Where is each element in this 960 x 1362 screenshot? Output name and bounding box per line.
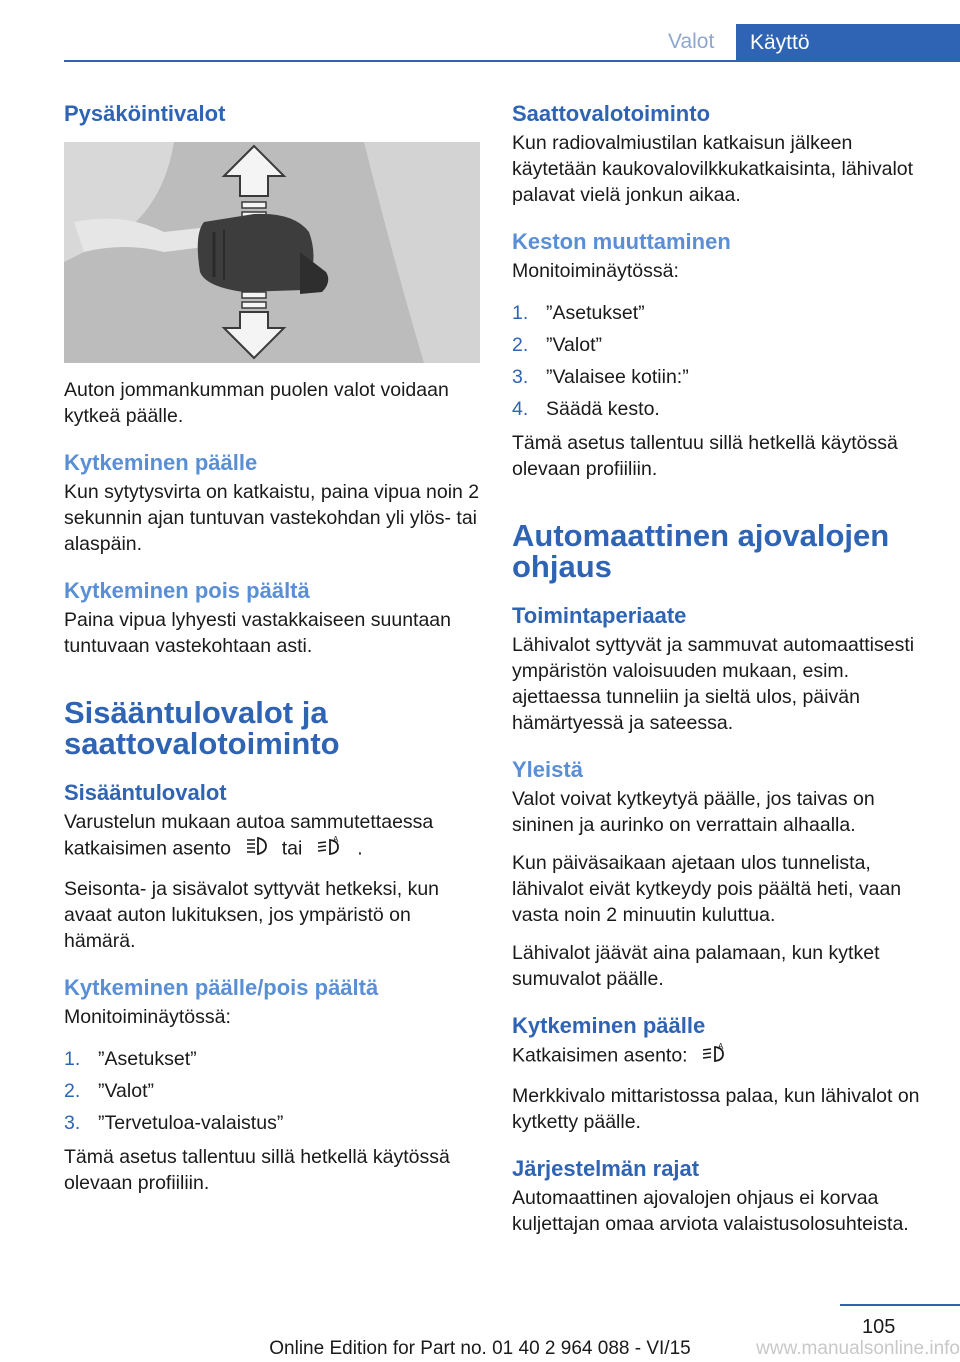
list-item: 4. Säädä kesto. [512, 398, 660, 420]
section-heading-auto-headlights: Automaattinen ajovalojen ohjaus [512, 518, 890, 584]
subheading-turn-on-right: Kytkeminen päälle [512, 1013, 706, 1038]
header-rule [64, 60, 960, 62]
subheading-turn-on: Kytkeminen päälle [64, 450, 258, 475]
page-number-rule [840, 1304, 960, 1306]
section-heading-welcome: Sisääntulovalot ja saattovalotoiminto [64, 695, 340, 761]
figure-caption: Auton jommankumman puolen valot voidaan kytkeä päälle. [64, 379, 449, 427]
header-tab-kaytto[interactable]: Käyttö [736, 24, 960, 62]
paragraph-general-1: Valot voivat kytkeytyä päälle, jos taivas on sininen ja aurinko on verrattain alhaalla. [512, 788, 875, 836]
list-item: 3. ”Tervetuloa-valaistus” [64, 1112, 284, 1134]
paragraph-saved-profile-right: Tämä asetus tallentuu sillä hetkellä käytössä olevaan profiiliin. [512, 432, 898, 480]
subheading-change-duration: Keston muuttaminen [512, 229, 731, 254]
footer-edition: Online Edition for Part no. 01 40 2 964 088 - VI/15 [269, 1338, 691, 1359]
watermark: www.manualsonline.info [756, 1338, 960, 1359]
section-title-follow-me-home: Saattovalotoiminto [512, 101, 711, 126]
paragraph-system-limits: Automaattinen ajovalojen ohjaus ei korvaa kuljettajan omaa arviota valaistusolosuhteista. [512, 1187, 909, 1235]
paragraph-welcome-interior: Seisonta- ja sisävalot syttyvät hetkeksi, kun avaat auton lukituksen, jos ympäristö on hämärä. [64, 878, 440, 952]
paragraph-saved-profile: Tämä asetus tallentuu sillä hetkellä käytössä olevaan profiiliin. [64, 1146, 450, 1194]
subheading-on-off: Kytkeminen päälle/pois päältä [64, 975, 379, 1000]
switch-position-text: Katkaisimen asento: [512, 1044, 688, 1067]
header-tab-valot[interactable]: Valot [668, 30, 715, 53]
paragraph-welcome-switch [64, 809, 480, 864]
paragraph-principle: Lähivalot syttyvät ja sammuvat automaattisesti ympäristön valoisuuden mukaan, esim. ajettaessa tunneliin ja sieltä ulos, päivän hämärtyessä ja sateessa. [512, 634, 915, 734]
paragraph-follow-me-home: Kun radiovalmiustilan katkaisun jälkeen käytetään kaukovalovilkkukatkaisinta, lähivalot palavat vielä jonkun aikaa. [512, 132, 914, 206]
svg-text:A: A [718, 1042, 724, 1051]
list-item: 1. ”Asetukset” [512, 302, 645, 324]
lever-illustration [64, 142, 480, 363]
page-header [0, 24, 960, 62]
paragraph-menu-intro-right: Monitoiminäytössä: [512, 260, 679, 282]
list-item: 3. ”Valaisee kotiin:” [512, 366, 689, 388]
auto-light-switch-icon [701, 1042, 729, 1071]
light-switch-position-icon [244, 835, 268, 864]
paragraph-general-2: Kun päiväsaikaan ajetaan ulos tunnelista, lähivalot eivät kytkeydy pois päältä heti, vaan vasta noin 2 minuutin kuluttua. [512, 852, 902, 926]
welcome-text-end: . [357, 837, 363, 860]
subheading-turn-off: Kytkeminen pois päältä [64, 578, 310, 603]
list-item: 2. ”Valot” [512, 334, 602, 356]
paragraph-menu-intro: Monitoiminäytössä: [64, 1006, 231, 1028]
section-title-parking: Pysäköintivalot [64, 101, 226, 126]
parking-light-lever-figure [64, 142, 480, 363]
paragraph-switch-position [512, 1042, 928, 1071]
subheading-principle: Toimintaperiaate [512, 603, 687, 628]
left-column [64, 100, 480, 1208]
paragraph-general-3: Lähivalot jäävät aina palamaan, kun kytket sumuvalot päälle. [512, 942, 880, 990]
paragraph-turn-off: Paina vipua lyhyesti vastakkaiseen suuntaan tuntuvaan vastekohtaan asti. [64, 609, 451, 657]
left-steps-list [64, 1046, 480, 1136]
paragraph-turn-on: Kun sytytysvirta on katkaistu, paina vipua noin 2 sekunnin ajan tuntuvan vastekohdan yli ylös- tai alaspäin. [64, 481, 480, 555]
welcome-text-or: tai [281, 837, 303, 860]
svg-text:A: A [332, 835, 339, 844]
welcome-text-a: Varustelun mukaan autoa sammutettaessa katkaisimen asento [64, 811, 434, 860]
page-number: 105 [862, 1316, 896, 1338]
auto-light-switch-icon [316, 835, 344, 864]
paragraph-indicator: Merkkivalo mittaristossa palaa, kun lähivalot on kytketty päälle. [512, 1085, 920, 1133]
subheading-welcome-lights: Sisääntulovalot [64, 780, 227, 805]
subheading-general: Yleistä [512, 757, 583, 782]
list-item: 1. ”Asetukset” [64, 1048, 197, 1070]
subheading-system-limits: Järjestelmän rajat [512, 1156, 700, 1181]
list-item: 2. ”Valot” [64, 1080, 154, 1102]
right-column [512, 100, 928, 1249]
right-steps-list [512, 300, 928, 422]
